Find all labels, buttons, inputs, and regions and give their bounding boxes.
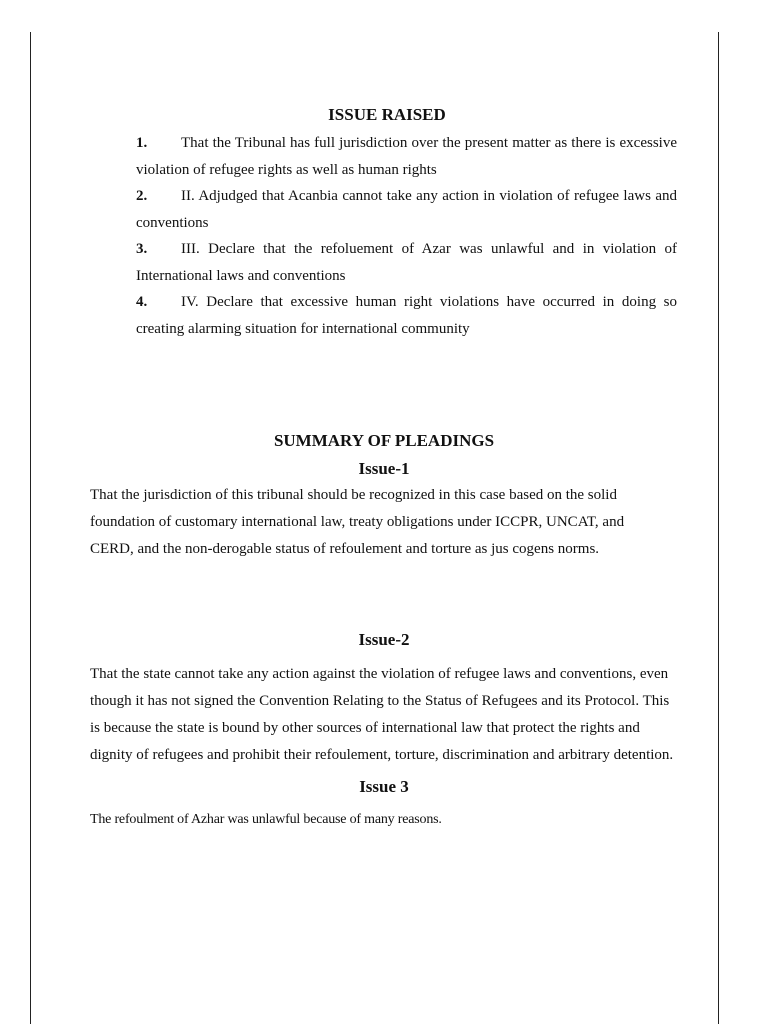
issue-item-3 bbox=[136, 236, 677, 289]
page-border-left bbox=[30, 32, 31, 1024]
issue-item-number: 1. bbox=[136, 135, 148, 151]
issue-item-text: IV. Declare that excessive human right violations have occurred in doing so creating alarming situation for international community bbox=[136, 294, 677, 337]
issue-item-text: III. Declare that the refoluement of Azar was unlawful and in violation of International laws and conventions bbox=[136, 241, 677, 284]
issue-2-paragraph: That the state cannot take any action against the violation of refugee laws and conventions, even though it has not signed the Convention Relating to the Status of Refugees and its Protocol. This is because the state is bound by other sources of international law that protect the rights and dignity of refugees and prohibit their refoulement, torture, discrimination and arbitrary detention. bbox=[90, 666, 674, 763]
issue-item-1 bbox=[136, 130, 677, 183]
issue-item-4 bbox=[136, 289, 677, 342]
issue-3-heading: Issue 3 bbox=[359, 777, 409, 796]
page-border-right bbox=[718, 32, 719, 1024]
issue-raised-heading: ISSUE RAISED bbox=[328, 105, 446, 124]
issue-2-heading: Issue-2 bbox=[358, 630, 410, 649]
issue-3-paragraph: The refoulment of Azhar was unlawful because of many reasons. bbox=[90, 812, 442, 827]
issue-item-number: 2. bbox=[136, 188, 148, 204]
issue-item-2 bbox=[136, 183, 677, 236]
issue-item-number: 3. bbox=[136, 241, 148, 257]
issue-1-paragraph: That the jurisdiction of this tribunal should be recognized in this case based on the solid foundation of customary international law, treaty obligations under ICCPR, UNCAT, and CERD, and the non-derogable status of refoulement and torture as jus cogens norms. bbox=[90, 487, 625, 557]
issue-item-text: II. Adjudged that Acanbia cannot take any action in violation of refugee laws and conventions bbox=[136, 188, 677, 231]
issues-list bbox=[136, 130, 677, 342]
issue-1-heading: Issue-1 bbox=[358, 459, 410, 478]
summary-heading: SUMMARY OF PLEADINGS bbox=[273, 431, 495, 450]
issue-item-number: 4. bbox=[136, 294, 148, 310]
issue-item-text: That the Tribunal has full jurisdiction over the present matter as there is excessive violation of refugee rights as well as human rights bbox=[136, 135, 677, 178]
